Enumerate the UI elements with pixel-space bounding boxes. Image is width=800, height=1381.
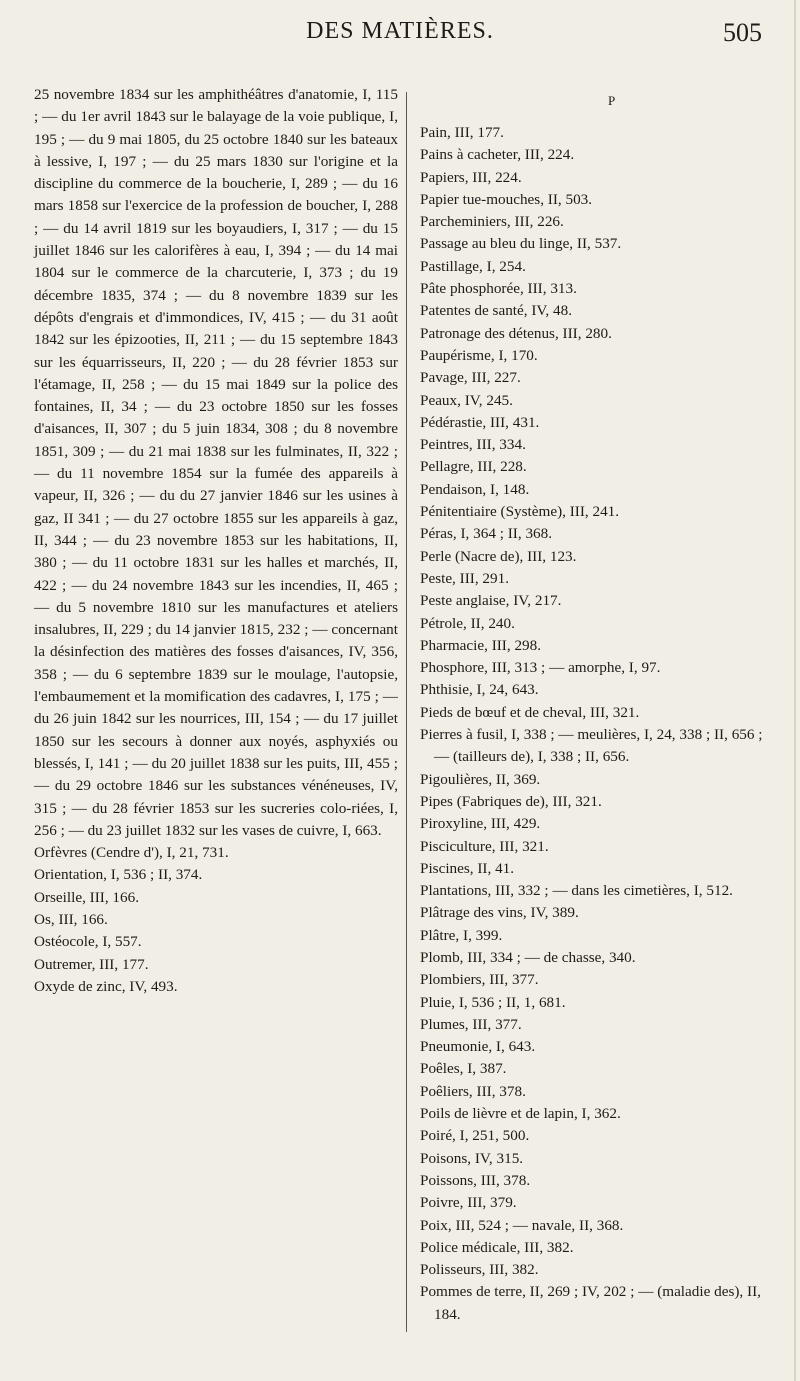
left-column [34,84,398,998]
right-entries [420,122,780,1326]
continued-paragraph: 25 novembre 1834 sur les amphithéâtres d'anatomie, I, 115 ; — du 1er avril 1843 sur le balayage de la voie publique, I, 195 ; — du 9 mai 1805, du 25 octobre 1840 sur les bateaux à lessive, I, 197 ; — du 25 mars 1830 sur l'origine et la discipline du commerce de la boucherie, I, 289 ; — du 16 mars 1858 sur l'exercice de la profession de boucher, I, 288 ; — du 14 avril 1819 sur les boyaudiers, I, 317 ; — du 15 juillet 1846 sur les calorifères à eau, I, 394 ; — du 14 mai 1804 sur le commerce de la charcuterie, I, 373 ; du 19 décembre 1835, 374 ; — du 8 novembre 1839 sur les dépôts d'engrais et d'immondices, IV, 415 ; — du 31 août 1842 sur les épizooties, II, 211 ; — du 15 septembre 1843 sur les équarrisseurs, II, 220 ; — du 28 février 1853 sur l'étamage, II, 258 ; — du 15 mai 1849 sur la police des fontaines, II, 34 ; — du 23 octobre 1850 sur les fosses d'aisances, II, 307 ; du 5 juin 1834, 308 ; du 8 novembre 1851, 309 ; — du 21 mai 1838 sur les fulminates, II, 322 ; — du 11 novembre 1854 sur la fumée des appareils à vapeur, II, 326 ; — du du 27 janvier 1846 sur les usines à gaz, II 341 ; — du 27 octobre 1855 sur les appareils à gaz, II, 344 ; — du 23 novembre 1853 sur les habitations, II, 380 ; — du 11 octobre 1831 sur les halles et marchés, II, 422 ; — du 24 novembre 1843 sur les incendies, II, 465 ; — du 5 novembre 1810 sur les manufactures et ateliers insalubres, II, 229 ; du 14 janvier 1815, 232 ; — concernant la désinfection des matières des fosses d'aisances, IV, 356, 358 ; — du 6 septembre 1839 sur le moulage, l'autopsie, l'embaumement et la momification des cadavres, I, 175 ; — du 26 juin 1842 sur les nourrices, III, 154 ; — du 17 juillet 1850 sur les secours à donner aux noyés, asphyxiés ou blessés, I, 141 ; — du 20 juillet 1838 sur les puits, III, 455 ; — du 29 octobre 1846 sur les substances vénéneuses, IV, 315 ; — du 28 février 1853 sur les sucreries colo-riées, I, 256 ; — du 23 juillet 1832 sur les vases de cuivre, I, 663. [34,86,398,839]
index-entry: Pénitentiaire (Système), III, 241. [420,503,620,521]
index-entry: Pâte phosphorée, III, 313. [420,280,577,298]
index-entry: Poils de lièvre et de lapin, I, 362. [420,1105,621,1123]
index-entry: Pains à cacheter, III, 224. [420,146,575,164]
index-entry: Pipes (Fabriques de), III, 321. [420,792,602,810]
index-entry: Pendaison, I, 148. [420,480,530,498]
index-entry: Piscines, II, 41. [420,859,515,877]
index-entry: Poissons, III, 378. [420,1171,531,1189]
index-entry: Perle (Nacre de), III, 123. [420,547,577,565]
page-edge [794,0,796,1381]
index-entry: Orseille, III, 166. [34,888,140,906]
index-entry: Pharmacie, III, 298. [420,636,542,654]
index-entry: Phosphore, III, 313 ; — amorphe, I, 97. [420,659,661,677]
index-entry: Pavage, III, 227. [420,369,521,387]
index-entry: Passage au bleu du linge, II, 537. [420,235,622,253]
index-entry: Peste, III, 291. [420,569,509,587]
index-entry: Plombiers, III, 377. [420,971,539,989]
index-entry: Plantations, III, 332 ; — dans les cimetières, I, 512. [420,882,733,900]
index-entry: Poisons, IV, 315. [420,1149,524,1167]
index-entry: Poêliers, III, 378. [420,1082,526,1100]
index-entry: Plâtre, I, 399. [420,926,503,944]
index-entry: Papier tue-mouches, II, 503. [420,190,593,208]
index-entry: Pierres à fusil, I, 338 ; — meulières, I, 24, 338 ; II, 656 ; — (tailleurs de), I, 338 ; II, 656. [420,726,763,766]
index-entry: Poix, III, 524 ; — navale, II, 368. [420,1216,624,1234]
index-entry: Os, III, 166. [34,910,108,928]
index-entry: Parcheminiers, III, 226. [420,213,564,231]
section-letter: P [608,93,616,108]
index-entry: Poivre, III, 379. [420,1194,517,1212]
index-entry: Pétrole, II, 240. [420,614,515,632]
index-entry: Pommes de terre, II, 269 ; IV, 202 ; — (maladie des), II, 184. [420,1283,761,1323]
index-entry: Ostéocole, I, 557. [34,933,142,951]
index-entry: Pisciculture, III, 321. [420,837,549,855]
index-entry: Phthisie, I, 24, 643. [420,681,539,699]
index-entry: Pastillage, I, 254. [420,257,526,275]
index-entry: Piroxyline, III, 429. [420,815,541,833]
index-entry: Pigoulières, II, 369. [420,770,541,788]
page-header [0,4,800,84]
index-entry: Patentes de santé, IV, 48. [420,302,572,320]
index-entry: Pain, III, 177. [420,124,504,141]
index-entry: Pédérastie, III, 431. [420,413,540,431]
right-column [420,84,780,1326]
index-entry: Peintres, III, 334. [420,436,526,454]
index-entry: Police médicale, III, 382. [420,1238,574,1256]
index-entry: Poiré, I, 251, 500. [420,1127,530,1145]
column-divider [406,92,407,1332]
index-entry: Pellagre, III, 228. [420,458,527,476]
index-entry: Polisseurs, III, 382. [420,1261,539,1279]
index-entry: Pluie, I, 536 ; II, 1, 681. [420,993,566,1011]
index-entry: Paupérisme, I, 170. [420,346,538,364]
index-entry: Peste anglaise, IV, 217. [420,592,562,610]
index-entry: Poêles, I, 387. [420,1060,507,1078]
page-number: 505 [723,18,762,47]
index-entry: Pneumonie, I, 643. [420,1038,536,1056]
index-entry: Péras, I, 364 ; II, 368. [420,525,553,543]
index-entry: Papiers, III, 224. [420,168,522,186]
left-entries [34,842,398,998]
index-entry: Orientation, I, 536 ; II, 374. [34,866,203,884]
index-entry: Pieds de bœuf et de cheval, III, 321. [420,703,640,721]
index-entry: Oxyde de zinc, IV, 493. [34,977,178,995]
index-entry: Peaux, IV, 245. [420,391,513,409]
index-entry: Plomb, III, 334 ; — de chasse, 340. [420,948,636,966]
running-title: DES MATIÈRES. [306,18,494,44]
index-entry: Orfèvres (Cendre d'), I, 21, 731. [34,844,229,862]
index-entry: Outremer, III, 177. [34,955,149,973]
index-entry: Plâtrage des vins, IV, 389. [420,904,579,922]
index-entry: Patronage des détenus, III, 280. [420,324,612,342]
index-entry: Plumes, III, 377. [420,1015,522,1033]
